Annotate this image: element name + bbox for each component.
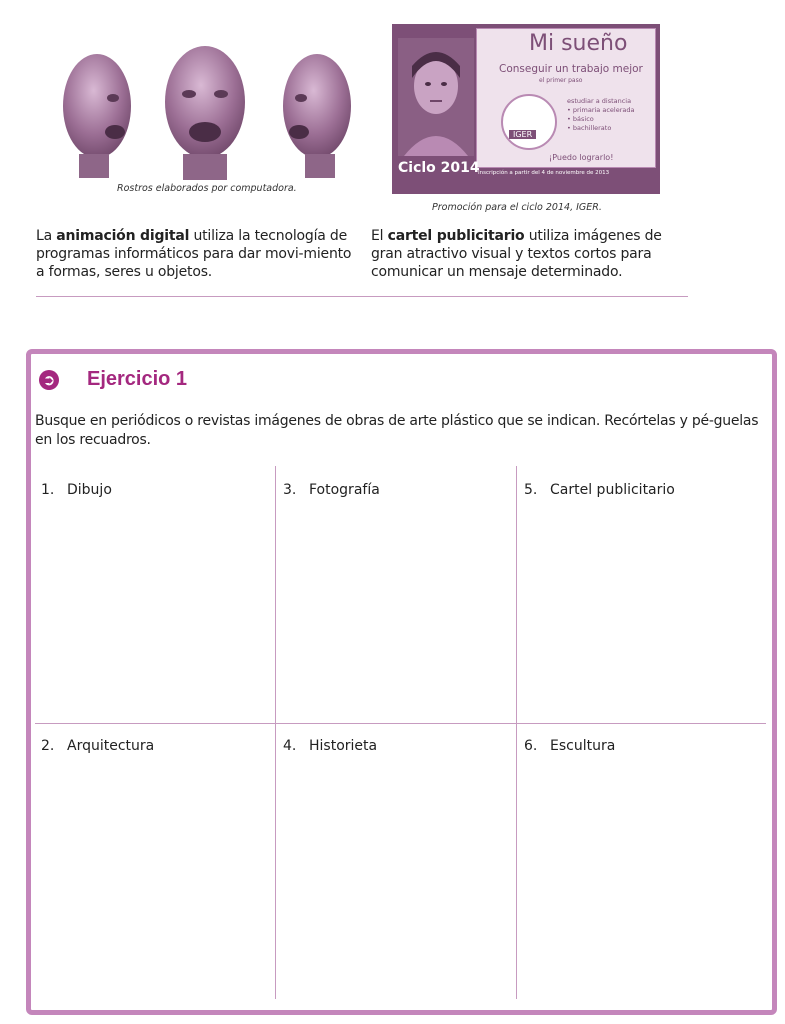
- cell-fotografia[interactable]: [283, 482, 380, 498]
- cell-number: 4.: [283, 738, 297, 754]
- grid-divider: [275, 466, 276, 999]
- cell-number: 5.: [524, 482, 538, 498]
- cell-label: Dibujo: [67, 482, 112, 498]
- desc-text: utiliza la tecnología de programas informáticos para dar movi-miento a formas, seres u objetos.: [36, 228, 352, 280]
- left-figure-caption: Rostros elaborados por computadora.: [117, 183, 297, 194]
- poster-title: Mi sueño: [529, 31, 628, 56]
- cell-label: Escultura: [550, 738, 616, 754]
- cell-label: Arquitectura: [67, 738, 155, 754]
- cell-label: Historieta: [309, 738, 378, 754]
- desc-text: La: [36, 228, 57, 244]
- poster-list-item: • básico: [567, 115, 594, 123]
- iger-logo: [501, 94, 557, 150]
- exercise-title: Ejercicio 1: [87, 368, 188, 390]
- desc-term: cartel publicitario: [387, 228, 525, 244]
- poster-list-item: estudiar a distancia: [567, 97, 632, 105]
- desc-text: El: [371, 228, 388, 244]
- cell-label: Cartel publicitario: [550, 482, 675, 498]
- cell-escultura[interactable]: [524, 738, 615, 754]
- woman-portrait: [398, 38, 474, 156]
- cell-dibujo[interactable]: [41, 482, 112, 498]
- cell-historieta[interactable]: [283, 738, 377, 754]
- computer-faces-image: [55, 36, 355, 181]
- desc-text: utiliza imágenes de gran atractivo visual y textos cortos para comunicar un mensaje determinado.: [371, 228, 662, 280]
- poster-list-item: • bachillerato: [567, 124, 612, 132]
- poster-list-item: • primaria acelerada: [567, 106, 635, 114]
- section-divider: [36, 296, 688, 297]
- poster-footer: Inscripción a partir del 4 de noviembre de 2013: [478, 170, 610, 176]
- cell-number: 6.: [524, 738, 538, 754]
- iger-poster-image: [392, 24, 660, 194]
- exercise-instructions: Busque en periódicos o revistas imágenes de obras de arte plástico que se indican. Recórtelas y pé-guelas en los recuadros.: [35, 413, 759, 448]
- cell-number: 1.: [41, 482, 55, 498]
- exercise-box: [26, 349, 777, 1015]
- cell-number: 3.: [283, 482, 297, 498]
- poster-description: [371, 227, 691, 281]
- poster-year: Ciclo 2014: [398, 160, 480, 176]
- right-figure-caption: Promoción para el ciclo 2014, IGER.: [432, 202, 602, 213]
- cell-arquitectura[interactable]: [41, 738, 154, 754]
- poster-subtitle: Conseguir un trabajo mejor: [499, 63, 643, 75]
- grid-divider: [516, 466, 517, 999]
- grid-divider: [35, 723, 766, 724]
- poster-panel: [476, 28, 656, 168]
- poster-small-text: el primer paso: [539, 77, 583, 84]
- desc-term: animación digital: [56, 228, 190, 244]
- cell-label: Fotografía: [309, 482, 380, 498]
- cell-number: 2.: [41, 738, 55, 754]
- animation-description: [36, 227, 356, 281]
- poster-list: [567, 97, 634, 133]
- arrow-icon: ➲: [39, 370, 59, 390]
- cell-cartel[interactable]: [524, 482, 675, 498]
- logo-text: IGER: [509, 130, 536, 139]
- poster-slogan: ¡Puedo lograrlo!: [549, 153, 614, 162]
